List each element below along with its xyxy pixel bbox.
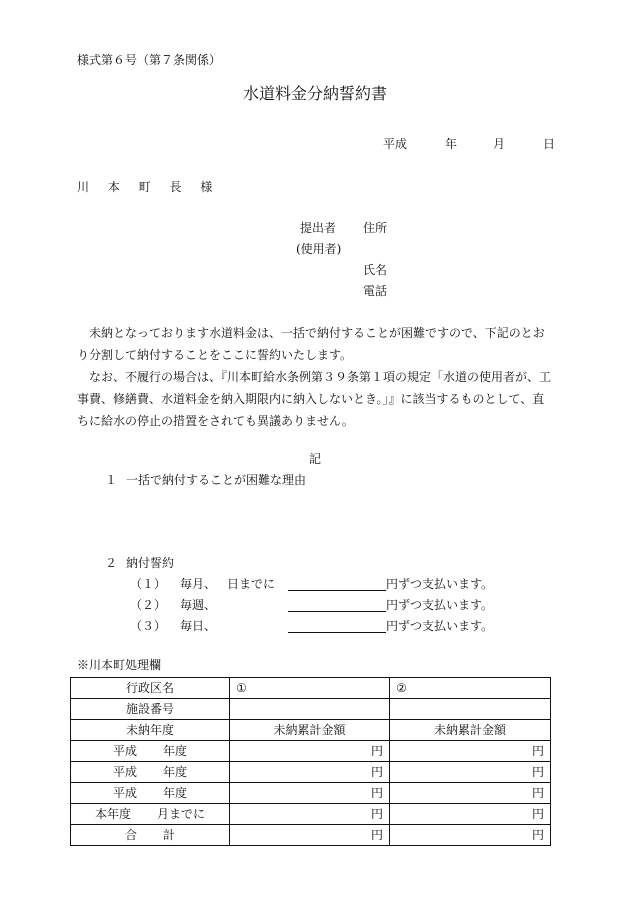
pledge-amount-line bbox=[288, 598, 386, 612]
amount-cell[interactable]: 円 bbox=[230, 741, 390, 762]
table-row bbox=[71, 699, 551, 720]
date-era: 平成 bbox=[383, 137, 408, 151]
addressee-char: 町 bbox=[138, 180, 152, 194]
district-cell-1[interactable]: ① bbox=[230, 678, 390, 699]
body-text bbox=[77, 322, 555, 432]
total-label-a: 合 bbox=[124, 828, 137, 842]
amount-cell[interactable]: 円 bbox=[230, 762, 390, 783]
phone-label: 電話 bbox=[363, 284, 388, 298]
era-label: 平成 bbox=[112, 765, 137, 779]
amount-header-1: 未納累計金額 bbox=[230, 720, 390, 741]
section2-text: 納付誓約 bbox=[126, 556, 175, 570]
total-amount-cell[interactable]: 円 bbox=[230, 825, 390, 846]
total-amount-cell[interactable]: 円 bbox=[390, 825, 551, 846]
pledge-item-number: （１） bbox=[130, 577, 167, 591]
table-row bbox=[71, 783, 551, 804]
year-suffix: 年度 bbox=[163, 786, 188, 800]
year-suffix: 年度 bbox=[163, 744, 188, 758]
district-cell-2[interactable]: ② bbox=[390, 678, 551, 699]
pledge-item-number: （２） bbox=[130, 598, 167, 612]
date-day: 日 bbox=[543, 137, 556, 151]
address-label: 住所 bbox=[363, 221, 388, 235]
table-row bbox=[71, 825, 551, 846]
table-row bbox=[71, 720, 551, 741]
body-paragraph: なお、不履行の場合は、『川本町給水条例第３９条第１項の規定「水道の使用者が、工事費、修繕費、水道料金を納入期限内に納入しないとき。」』に該当するものとして、直ちに給水の停止の措置をされても異議ありません。 bbox=[77, 370, 552, 428]
table-row bbox=[71, 804, 551, 825]
fiscal-year-cell bbox=[71, 783, 230, 804]
pledge-item-number: （３） bbox=[130, 619, 167, 633]
document-title: 水道料金分納誓約書 bbox=[242, 84, 387, 103]
table-row bbox=[71, 741, 551, 762]
current-year-label: 本年度 bbox=[94, 807, 131, 821]
pledge-item-suffix: 円ずつ支払います。 bbox=[386, 577, 494, 591]
fiscal-year-cell bbox=[71, 741, 230, 762]
amount-cell[interactable]: 円 bbox=[390, 741, 551, 762]
fiscal-year-header: 未納年度 bbox=[71, 720, 230, 741]
addressee-char: 長 bbox=[169, 180, 183, 194]
total-label-b: 計 bbox=[163, 828, 176, 842]
table-row bbox=[71, 678, 551, 699]
amount-cell[interactable]: 円 bbox=[230, 783, 390, 804]
total-label bbox=[71, 825, 230, 846]
district-label: 行政区名 bbox=[71, 678, 230, 699]
office-use-label: ※川本町処理欄 bbox=[77, 658, 162, 672]
facility-cell-1[interactable] bbox=[230, 699, 390, 720]
date-month: 月 bbox=[493, 137, 506, 151]
name-label: 氏名 bbox=[363, 263, 388, 277]
pledge-amount-line bbox=[288, 577, 386, 591]
addressee-char: 様 bbox=[200, 180, 213, 194]
addressee-char: 川 bbox=[77, 180, 90, 194]
facility-cell-2[interactable] bbox=[390, 699, 551, 720]
pledge-item-suffix: 円ずつ支払います。 bbox=[386, 619, 494, 633]
section1-number: １ bbox=[105, 473, 118, 487]
submitter-sublabel: (使用者) bbox=[296, 242, 342, 256]
body-paragraph: 未納となっております水道料金は、一括で納付することが困難ですので、下記のとおり分割して納付することをここに誓約いたします。 bbox=[77, 326, 545, 362]
pledge-item-label: 毎月、 bbox=[180, 577, 217, 591]
amount-cell[interactable]: 円 bbox=[230, 804, 390, 825]
amount-cell[interactable]: 円 bbox=[390, 804, 551, 825]
amount-cell[interactable]: 円 bbox=[390, 762, 551, 783]
current-year-suffix: 月までに bbox=[157, 807, 206, 821]
current-year-cell bbox=[71, 804, 230, 825]
pledge-item-label: 毎週、 bbox=[180, 598, 217, 612]
addressee-char: 本 bbox=[107, 180, 121, 194]
pledge-amount-line bbox=[288, 619, 386, 633]
amount-header-2: 未納累計金額 bbox=[390, 720, 551, 741]
era-label: 平成 bbox=[112, 786, 137, 800]
date-year: 年 bbox=[445, 137, 458, 151]
ki-heading: 記 bbox=[308, 452, 321, 466]
pledge-item-label: 毎日、 bbox=[180, 619, 217, 633]
amount-cell[interactable]: 円 bbox=[390, 783, 551, 804]
section1-text: 一括で納付することが困難な理由 bbox=[126, 473, 307, 487]
submitter-label: 提出者 bbox=[300, 221, 337, 235]
facility-label: 施設番号 bbox=[71, 699, 230, 720]
table-row bbox=[71, 762, 551, 783]
office-use-table bbox=[70, 677, 551, 846]
era-label: 平成 bbox=[112, 744, 137, 758]
fiscal-year-cell bbox=[71, 762, 230, 783]
addressee bbox=[77, 180, 227, 194]
section2-number: ２ bbox=[105, 556, 118, 570]
year-suffix: 年度 bbox=[163, 765, 188, 779]
form-number: 様式第６号（第７条関係） bbox=[77, 53, 222, 67]
pledge-item-extra: 日までに bbox=[227, 577, 276, 591]
pledge-item-suffix: 円ずつ支払います。 bbox=[386, 598, 494, 612]
